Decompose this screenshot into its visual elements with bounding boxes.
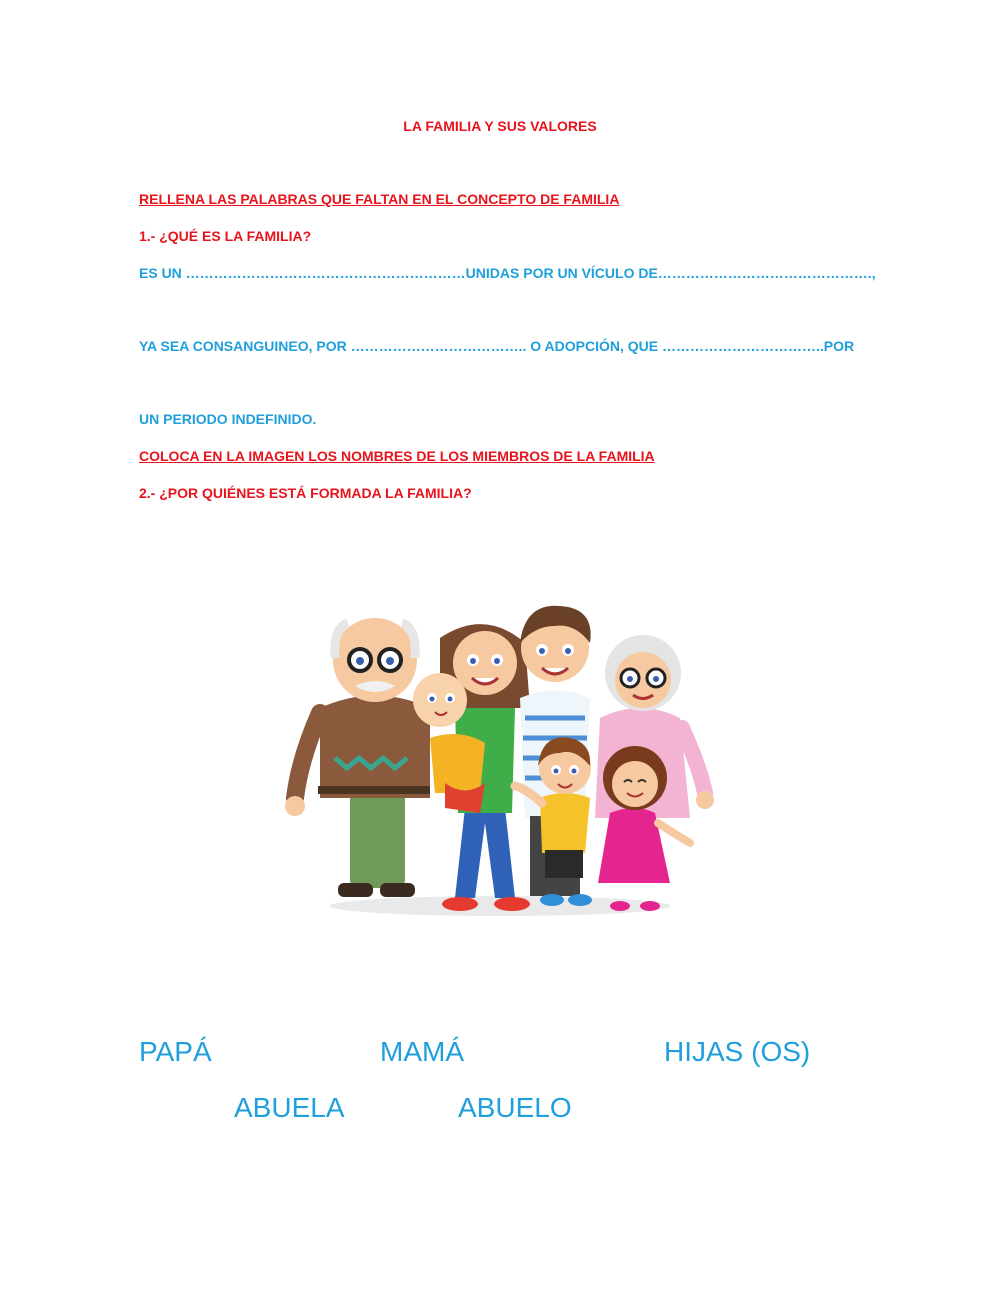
fill-line-1: ES UN ……………………………………………………UNIDAS POR UN VÍCULO DE………………………………………., — [139, 265, 876, 281]
question-1: 1.- ¿QUÉ ES LA FAMILIA? — [139, 228, 312, 244]
family-illustration — [280, 588, 720, 918]
fill-line-3: UN PERIODO INDEFINIDO. — [139, 411, 317, 427]
instruction-fill-words: RELLENA LAS PALABRAS QUE FALTAN EN EL CONCEPTO DE FAMILIA — [139, 191, 620, 207]
word-abuela[interactable]: ABUELA — [234, 1092, 345, 1123]
word-mama[interactable]: MAMÁ — [380, 1036, 464, 1067]
fill-line-2: YA SEA CONSANGUINEO, POR ……………………………….. O ADOPCIÓN, QUE ……………………………..POR — [139, 338, 855, 354]
instruction-label-image: COLOCA EN LA IMAGEN LOS NOMBRES DE LOS MIEMBROS DE LA FAMILIA — [139, 448, 655, 464]
word-abuelo[interactable]: ABUELO — [458, 1092, 572, 1123]
page-title: LA FAMILIA Y SUS VALORES — [403, 118, 597, 134]
word-papa[interactable]: PAPÁ — [139, 1036, 212, 1067]
grandpa-figure — [285, 618, 430, 897]
question-2: 2.- ¿POR QUIÉNES ESTÁ FORMADA LA FAMILIA? — [139, 485, 472, 501]
word-hijos[interactable]: HIJAS (OS) — [664, 1036, 811, 1067]
